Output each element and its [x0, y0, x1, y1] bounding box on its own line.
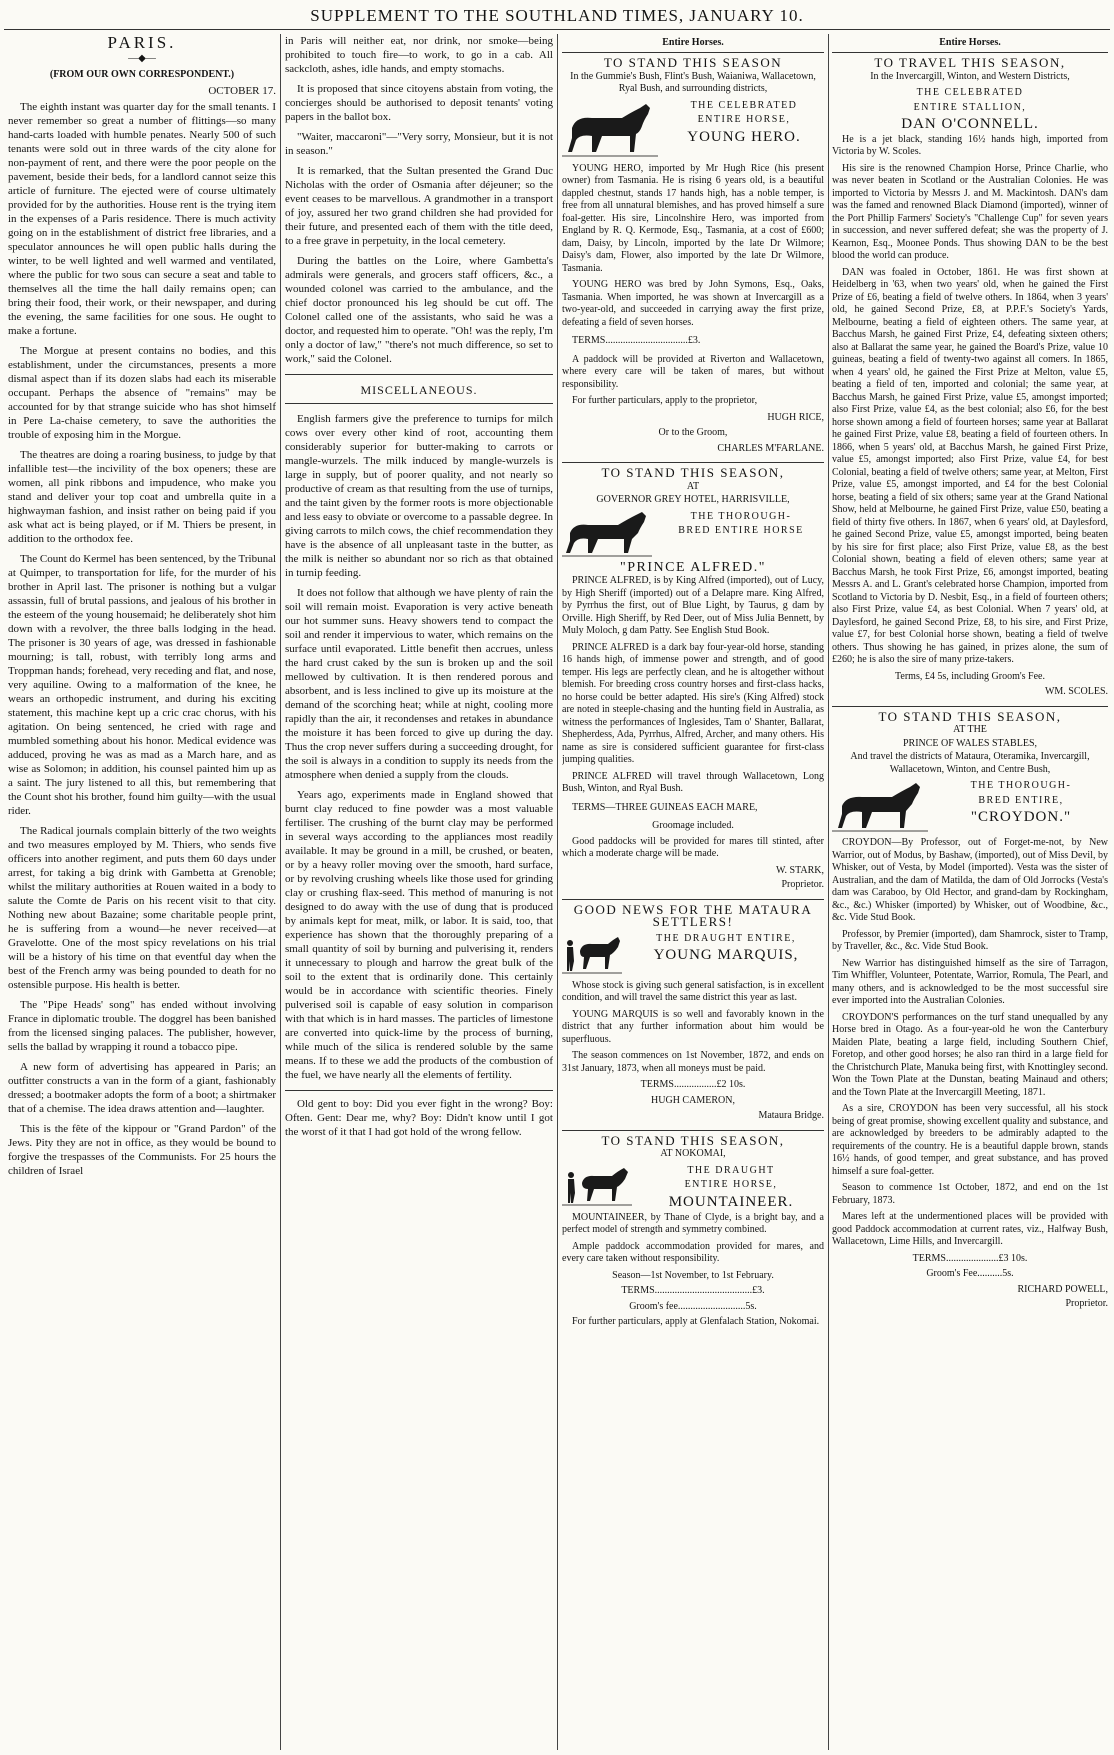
advert-paragraph: Season to commence 1st October, 1872, and end on the 1st February, 1873. [832, 1182, 1108, 1206]
advert-line: THE DRAUGHT [687, 1164, 775, 1176]
advert-subheading: In the Invercargill, Winton, and Western Districts, [870, 70, 1070, 82]
paragraph: The Morgue at present contains no bodies, and this establishment, under the circumstances, presents a more dismal aspect than if its dozen slabs had each its miserable occupant. Perhaps the absence of "remains" may be accounted for by that strange suicide who has shot himself in Pere La-chaise cemetery, to save the authorities the trouble of exposing him in the Morgue. [8, 345, 276, 441]
paragraph: The theatres are doing a roaring business, to judge by that infallible test—the incivility of the box openers; these are women, all pink ribbons and impudence, who make you stand and deliver your top coat and umbrella quite in a highwayman fashion, and insist rather on being paid if you ask what act is being played, or if M. Thiers be present, in addition to the orthodox fee. [8, 449, 276, 545]
advert-proprietor-title: Proprietor. [1065, 1298, 1108, 1309]
advert-heading: GOOD NEWS FOR THE MATAURA SETTLERS! [573, 901, 813, 929]
paragraph: It is remarked, that the Sultan presented the Grand Duc Nicholas with the order of Osmania after déjeuner; so the event ceases to be marvellous. A grandmother in a transport of joy, assured her two grand children she had provided for their future, and presented each of them with the title deed, to a free grave in perpetuity, in the local cemetery. [285, 165, 553, 247]
advert-paragraph: Ample paddock accommodation provided for mares, and every care taken without responsibility. [562, 1240, 824, 1264]
advert-terms: TERMS.......................................£3. [621, 1285, 765, 1296]
advert-subheading: PRINCE OF WALES STABLES, [902, 737, 1038, 749]
advert-banner [832, 85, 1108, 131]
column-miscellaneous [285, 34, 553, 1750]
advert-line: THE THOROUGH- [970, 780, 1072, 791]
horse-with-groom-icon [562, 1163, 632, 1209]
advert-proprietor: WM. SCOLES. [1044, 686, 1108, 697]
paragraph: It does not follow that although we have plenty of rain the soil will remain moist. Evaporation is very active beneath our hot summer suns. Heavy showers tend to compact the soil and render it impervious to water, which remains on the surface until evaporated. Little benefit then accrues, unless the hard crust caked by the sun is broken up and the soil mellowed by cultivation. It is then rendered porous and absorbent, and is less inclined to give up its moisture at the demand of the scorching heat; while at night, cooling more rapidly than the air, it recondenses and retakes in abundance the moisture it has been forced to give up during the day. Thus the crop never suffers during a succeeding drought, for the soil is always in a condition to supply its needs from the atmosphere when denied a supply from the clouds. [285, 587, 553, 781]
advert-subheading: AT [686, 480, 700, 492]
paragraph: The "Pipe Heads' song" has ended without involving France in diplomatic trouble. The doggrel has been banished from the licensed singing palaces. The publisher, however, sells the ballad by wrapping it round a tobacco pipe. [8, 999, 276, 1053]
advert-line: BRED ENTIRE HORSE [678, 525, 804, 536]
horse-name: "CROYDON." [970, 809, 1072, 825]
advert-proprietor: HUGH CAMERON, [651, 1094, 735, 1106]
horse-name: YOUNG HERO. [687, 128, 801, 145]
paragraph: A new form of advertising has appeared in Paris; an outfitter constructs a van in the form of a giant, fashionably dressed; a bootmaker adopts the form of a boot; a shirtmaker that of a chemise. The idea draws attention and—laughter. [8, 1061, 276, 1115]
column-entire-horses-1 [562, 34, 824, 1750]
column-paris [8, 34, 276, 1750]
advert-paragraph: For further particulars, apply at Glenfalach Station, Nokomai. [572, 1316, 820, 1327]
horse-name: DAN O'CONNELL. [901, 116, 1039, 132]
paragraph: in Paris will neither eat, nor drink, nor smoke—being prohibited to touch fire—to work, to go in a cab. All sackcloth, ashes, idle hands, and empty stomachs. [285, 35, 553, 75]
advert-season: Season—1st November, to 1st February. [612, 1269, 774, 1281]
masthead: SUPPLEMENT TO THE SOUTHLAND TIMES, JANUARY 10. [310, 6, 804, 25]
advert-proprietor: RICHARD POWELL, [1017, 1283, 1108, 1295]
advert-terms: TERMS.....................£3 10s. [912, 1252, 1028, 1264]
advert-terms: TERMS—THREE GUINEAS EACH MARE, [572, 801, 758, 813]
advert-subheading: And travel the districts of Mataura, Oteramika, Invercargill, Wallacetown, Winton, and Centre Bush, [850, 751, 1090, 775]
advert-paragraph: As a sire, CROYDON has been very successful, all his stock being of great promise, showing excellent quality and substance, and are acknowledged by breeders to be admirably adapted to the requirements of the country. He is a beautiful dapple brown, stands 16½ hands, of good temper, and great substance, and has proved himself a sure foal-getter. [832, 1103, 1108, 1177]
horse-name: MOUNTAINEER. [668, 1193, 794, 1210]
advert-heading: TO STAND THIS SEASON, [601, 1132, 785, 1148]
horse-name: YOUNG MARQUIS, [653, 947, 799, 963]
advert-groom-line: Or to the Groom, [658, 427, 728, 438]
advert-heading: TO STAND THIS SEASON [603, 55, 783, 70]
advert-mountaineer [562, 1130, 824, 1338]
advert-banner [832, 778, 1108, 834]
advert-line: ENTIRE STALLION, [913, 101, 1027, 113]
horse-with-groom-icon [562, 931, 622, 977]
advert-heading: TO STAND THIS SEASON, [878, 708, 1062, 724]
column-divider [557, 34, 558, 1750]
paragraph: "Waiter, maccaroni"—"Very sorry, Monsieur, but it is not in season." [285, 131, 553, 157]
horse-engraving-icon [562, 509, 652, 559]
advert-young-marquis [562, 899, 824, 1130]
column-divider [828, 34, 829, 1750]
advert-line: BRED ENTIRE, [978, 794, 1064, 806]
advert-groom-fee: Groom's Fee..........5s. [926, 1268, 1014, 1279]
horse-engraving-icon [832, 778, 928, 834]
column-divider [280, 34, 281, 1750]
advert-proprietor-place: Mataura Bridge. [758, 1110, 824, 1121]
article-title: PARIS. [107, 34, 177, 52]
paragraph: The Count do Kermel has been sentenced, by the Tribunal at Quimper, to transportation for life, for the murder of his brother in April last. The prisoner is nothing but a vulgar assassin, full of brutal passions, and jealous of his brother in the esteem of the young housemaid; he deliberately shot him down with a revolver, the three balls lodging in the head. The prisoner is 30 years of age, was dressed in fashionable mourning; is tall, robust, with terribly long arms and Troppman hands; forehead, very receding and flat, and nose, very aquiline. Owing to a malformation of the knee, he wears an orthopedic instrument, and during his exciting statement, this machine kept up a cric crac chorus, with his agitation. On being sentenced, he cried with rage and mumbled something about his honor. Medical evidence was adduced, proving he was as mad as a March hare, and as wise as Solomon; in addition, his counsel painted him up as a saint. The jury listened to all this, but remembering that the Count shot his brother, found him guilty—with the usual rider. [8, 553, 276, 817]
advert-paragraph: YOUNG HERO, imported by Mr Hugh Rice (his present owner) from Tasmania. He is rising 6 years old, is a beautiful dappled chestnut, stands 17 hands high, has a noble temper, is free from all unnatural blemishes, and has proved himself a sure foal-getter. His sire, Lincolnshire Hero, was imported from England by R. Q. Kermode, Esq., Tasmania, at a cost of £600; dam, Daisy, by Lincoln, imported by the late Dr Wilmore; Daisy's dam, Flower, also imported by the late Dr Wilmore, Tasmania. [562, 162, 824, 274]
advert-paragraph: His sire is the renowned Champion Horse, Prince Charlie, who was never beaten in Scotland or the Australian Colonies. He was imported to Victoria by Messrs J. and M. Mackintosh. DAN's dam was the famed and renowned Black Diamond (imported), winner of the Port Phillip Farmers' Society's "Challenge Cup" for seven years in succession, and never suffered defeat; she was the property of J. Kearnon, Esq., Moonee Ponds. Thus showing DAN to be the best blood the world can produce. [832, 162, 1108, 261]
horse-name: "PRINCE ALFRED." [620, 559, 766, 575]
advert-terms: TERMS.................£2 10s. [640, 1079, 746, 1090]
advert-heading: TO TRAVEL THIS SEASON, [874, 55, 1066, 70]
advert-line: THE CELEBRATED [690, 99, 798, 111]
advert-subheading: AT THE [953, 724, 987, 735]
advert-banner [562, 98, 824, 160]
advert-terms: Terms, £4 5s, including Groom's Fee. [895, 670, 1045, 682]
advert-dan-oconnell [832, 52, 1108, 706]
dateline: OCTOBER 17. [208, 85, 276, 97]
paragraph: During the battles on the Loire, where Gambetta's admirals were generals, and grocers staff officers, &c., a wounded colonel was carried to the ambulance, and the chief doctor pronounced his leg should be cut off. The Colonel called one of the assistants, who said he was a doctor, and requested him to operate. "Oh! was the reply, I'm only a doctor of law," "there's not much difference, so set to work," said the Colonel. [285, 255, 553, 365]
advert-paragraph: PRINCE ALFRED is a dark bay four-year-old horse, standing 16 hands high, of immense power and strength, and of good temper. His legs are perfectly clean, and he is altogether without blemish. For breeding cross country horses and first-class hacks, no horse could be better adapted. His sire's (King Alfred) stock are noted in steeple-chasing and the hunting field in Australia, as witness the performances of Inglesides, Tam o' Shanter, Ballarat, Shepherdess, Ada, Pyrrhus, Alfred, Archer, and many others. His name as sire is considered sufficient guarantee for first-class jumping qualities. [562, 641, 824, 765]
advert-prince-alfred [562, 462, 824, 899]
advert-paragraph: PRINCE ALFRED will travel through Wallacetown, Long Bush, Winton, and Ryal Bush. [562, 770, 824, 794]
paragraph: This is the fête of the kippour or "Grand Pardon" of the Jews. Pity they are not in office, as they would be bound to forgive the trespasses of the Communists. For 25 hours the children of Israel [8, 1123, 276, 1177]
advert-banner [562, 509, 824, 559]
advert-line: THE DRAUGHT ENTIRE, [656, 932, 796, 944]
advert-heading: TO STAND THIS SEASON, [601, 465, 785, 480]
paragraph: The eighth instant was quarter day for the small tenants. I never remember so great a number of flittings—so many hand-carts loaded with humble penates. Nearly 500 of such tenants were sold out in three wards of the city alone for non-payment of rent, and there were the poor people on the pavement, beside their beds, for a landlord cannot seize this article of furniture. The ejected were of course ultimately provided for by the authorities. House rent is the trying item in the expenses of a Paris residence. There is much activity going on in the establishment of district free libraries, and a speculator announces he will open public halls during the winter, to be well lighted and well warmed and ventilated, where the public for two sous can secure a seat and table to themselves all the time the hall daily remains open; can bring their food, their work, or their newspaper, and during the evening, the same facilities for one sous. He ought to make a fortune. [8, 101, 276, 337]
advert-paragraph: He is a jet black, standing 16½ hands high, imported from Victoria by W. Scoles. [832, 133, 1108, 157]
advert-croydon [832, 706, 1108, 1318]
correspondent-line: (FROM OUR OWN CORRESPONDENT.) [49, 69, 235, 80]
advert-proprietor: HUGH RICE, [767, 411, 824, 423]
advert-subheading: In the Gummie's Bush, Flint's Bush, Waianiwa, Wallacetown, Ryal Bush, and surrounding districts, [570, 70, 816, 94]
advert-proprietor: W. STARK, [775, 864, 824, 876]
paragraph: The Radical journals complain bitterly of the two weights and two measures employed by M. Thiers, who sends five officers into another regiment, and puts them 60 days under arrest, for taking a big drink with Gambetta at Grenoble; whilst the military authorities at Rouen waited in a body to salute the Comte de Paris on his recent visit to that city. Nothing new about Bazaine; some charitable people print, he is suffering from a wound—he never received—at Gravelotte. One of the most spicy revelations on his trial will be a history of his time on that eventful day when the best of the French army was being pounded to death for no ostensible purpose. His health is better. [8, 825, 276, 991]
advert-line: THE THOROUGH- [690, 510, 792, 522]
advert-banner [562, 931, 824, 977]
advert-proprietor-title: Proprietor. [781, 879, 824, 890]
advert-paragraph: DAN was foaled in October, 1861. He was first shown at Heidelberg in '63, when two years' old, when he gained the First Prize of £6, beating a field of twelve others. In 1864, when 3 years' old, he gained Second Prize, £8, at P.P.F.'s Society's Yards, Melbourne, beating a field of eighteen others. The same year, at Bacchus Marsh, he gained First Prize, £4, defeating sixteen others; also at Ballarat the same year, he gained the Board's Prize, value 10 guineas, beating a field of twenty-two against all comers. In 1865, when 4 years' old, he gained the First Prize at Melton, value £5, beating a field of ten, imported and colonial; the same year, at Bacchus Marsh, he gained First Prize, value £5, amongst imported; also First Prize, value £4, as the best colonial; also £6, for the best horse shown among a field of fourteen horses; same year at Ballarat he gained First Prize, value £8, beating a field of fourteen others. In 1866, when 5 years' old, at Bacchus Marsh, he gained First Prize, value £5, amongst imported; also First Prize, value £4, for best Colonial, beating a field of twelve others; same year, at Melton, First Prize, value £5, amongst imported, and £4 for the best Colonial horse, beating a field of six others; same year at the Grand National Show, held at Melbourne, he gained First Prize, value £50, beating a field of thirty five others. In 1867, when 6 years' old, at Daylesford, he gained Second Prize, value £5, amongst imported, being beaten by his sire for first place; also First Prize, value £8, as the best Colonial shown, beating a field of eleven others; same year at Bacchus Marsh, he took First Prize, £6, amongst imported, beating Messrs A. and L. Grant's celebrated horse Champion, imported from Scotland to Victoria by D. Nesbit, Esq., in a field of fourteen others; also First Prize, value £4, as best Colonial. When 7 years' old, at Daylesford, he gained Second Prize, £8, to his sire, and First Prize, value £7, for best Colonial horse shown, beating a field of twelve others. Thus showing he has gained, in prizes alone, the sum of £260; he is also the sire of many prize-takers. [832, 266, 1108, 665]
advert-paragraph: The season commences on 1st November, 1872, and ends on 31st January, 1873, when all moneys must be paid. [562, 1050, 824, 1074]
top-rule [4, 29, 1110, 30]
column-entire-horses-2 [832, 34, 1108, 1750]
advert-terms: TERMS.................................£3. [572, 335, 701, 346]
advert-paragraph: YOUNG HERO was bred by John Symons, Esq., Oaks, Tasmania. When imported, he was shown at Invercargill as a two-year-old, and succeeded in carrying away the first prize, defeating a field of seven horses. [562, 279, 824, 328]
advert-subheading: AT NOKOMAI, [660, 1148, 726, 1159]
paragraph: Years ago, experiments made in England showed that burnt clay reduced to fine powder was a most valuable fertiliser. The crushing of the burnt clay may be performed in several ways according to the appliances most readily available. It may be ground in a mill, be crushed, or beaten, or by a heavy roller moving over the smooth, hard surface, or by revolving crushing wheels like those used for grinding clay or crushing flax-seed. This method of manuring is not designed to do away with the use of dung that is produced by animals kept for meat, milk, or labor. It is said, too, that experience has shown that the thoroughly preparing of a small quantity of soil by burning and pulverising it, renders it unnecessary to plough and harrow the great bulk of the soil to the extent that is ordinarily done. This certainly would be in accordance with scientific theories. Finely pulverised soil is capable of easy solution in comparison with that which is in hard masses. The particles of limestone are converted into quick-lime by the process of burning, while much of the silica is rendered soluble by the same means. If to these we add the products of the combustion of the fuel, we have nearly all the elements of fertility. [285, 789, 553, 1081]
paragraph: English farmers give the preference to turnips for milch cows over every other kind of root, accounting them considerably superior for butter-making to carrots or mangle-wurzels. The milk induced by mangle-wurzels is large in supply, but of poorer quality, and not nearly so productive of cream as that resulting from the use of turnips, and the taint given by the former roots is more objectionable and less easy to obviate or overcome to a passable degree. In giving carrots to milch cows, the chief recommendation they have is the absence of all unpleasant taste in the butter, as the milk is neither so abundant nor so rich as that obtained in turnip feeding. [285, 413, 553, 579]
section-heading: MISCELLANEOUS. [360, 383, 478, 397]
advert-paragraph: YOUNG MARQUIS is so well and favorably known in the district that any further information about him would be superfluous. [562, 1008, 824, 1045]
advert-banner [562, 1163, 824, 1209]
horse-engraving-icon [562, 98, 658, 160]
advert-subheading: GOVERNOR GREY HOTEL, HARRISVILLE, [596, 494, 790, 505]
advert-paragraph: Professor, by Premier (imported), dam Shamrock, sister to Tramp, by Traveller, &c., &c. Vide Stud Book. [832, 928, 1108, 952]
advert-paragraph: Mares left at the undermentioned places will be provided with good Paddock accommodation at current rates, viz., Halfway Bush, Wallacetown, Lime Hills, and Invercargill. [832, 1211, 1108, 1247]
advert-groom-fee: Groom's fee...........................5s. [629, 1300, 757, 1312]
advert-paragraph: CROYDON—By Professor, out of Forget-me-not, by New Warrior, out of Modus, by Bashaw, (imported), out of Miss Devil, by Whisker, out of Vesta, by Model (imported). Vesta was the sister of Australian, and the dam of Matilda, the dam of Old Jorrocks (Vesta's dam was Caraboo, by Old Hector, and grand-dam by Rockingham, &c., &c.) Whisker (imported) by Whisker, out of Woodbine, &c., &c. Vide Stud Book. [832, 837, 1108, 923]
advert-paragraph: For further particulars, apply to the proprietor, [572, 395, 758, 406]
advert-paragraph: CROYDON'S performances on the turf stand unequalled by any Horse bred in Otago. As a four-year-old he won the Canterbury Maiden Plate, beating a large field, including Southern Chief, Foretop, and other good horses; he also ran third in a large field for the Christchurch Plate, Manuka being first, with Knottingley second. Won the Town Plate at the Dunstan, beating Mainaud and others; and the Town Plate at the Invercargill Meeting, 1871. [832, 1011, 1108, 1098]
advert-line: THE CELEBRATED [916, 87, 1024, 98]
advert-paragraph: A paddock will be provided at Riverton and Wallacetown, where every care will be taken of mares, but without responsibility. [562, 353, 824, 390]
advert-paragraph: Good paddocks will be provided for mares till stinted, after which a moderate charge will be made. [562, 835, 824, 859]
section-rule [285, 403, 553, 404]
paragraph: Old gent to boy: Did you ever fight in the wrong? Boy: Often. Gent: Dear me, why? Boy: Didn't know until I got the worst of it that I had got hold of the wrong fellow. [285, 1098, 553, 1138]
paragraph: It is proposed that since citoyens abstain from voting, the concierges should be authorised to deposit tenants' voting papers in the ballot box. [285, 83, 553, 123]
advert-young-hero [562, 52, 824, 462]
category-heading: Entire Horses. [939, 37, 1001, 48]
advert-line: ENTIRE HORSE, [697, 114, 791, 125]
advert-paragraph: MOUNTAINEER, by Thane of Clyde, is a bright bay, and a perfect model of strength and symmetry combined. [562, 1211, 824, 1235]
advert-paragraph: PRINCE ALFRED, is by King Alfred (imported), out of Lucy, by High Sheriff (imported) out of a Delapre mare. King Alfred, by Pyrrhus the first, out of Blue Light, by Taurus, g dam by Orville. High Sheriff, by Red Deer, out of Miss Julia Bennett, by Muly Moloch, g dam Patty. See English Stud Book. [562, 575, 824, 636]
advert-paragraph: New Warrior has distinguished himself as the sire of Tarragon, Tim Whiffler, Volunteer, Potentate, Warrior, Romula, The Pearl, and many others, and is acknowledged to be the most successful sire ever imported into the Australian Colonies. [832, 957, 1108, 1006]
advert-groom: CHARLES M'FARLANE. [717, 442, 824, 454]
advert-groomage: Groomage included. [652, 820, 734, 831]
advert-paragraph: Whose stock is giving such general satisfaction, is in excellent condition, and will travel the same district this year as last. [562, 979, 824, 1003]
category-heading: Entire Horses. [662, 37, 724, 48]
advert-line: ENTIRE HORSE, [684, 1179, 778, 1190]
title-ornament: —◆— [128, 53, 156, 64]
section-rule [285, 1090, 553, 1091]
section-rule [285, 374, 553, 375]
